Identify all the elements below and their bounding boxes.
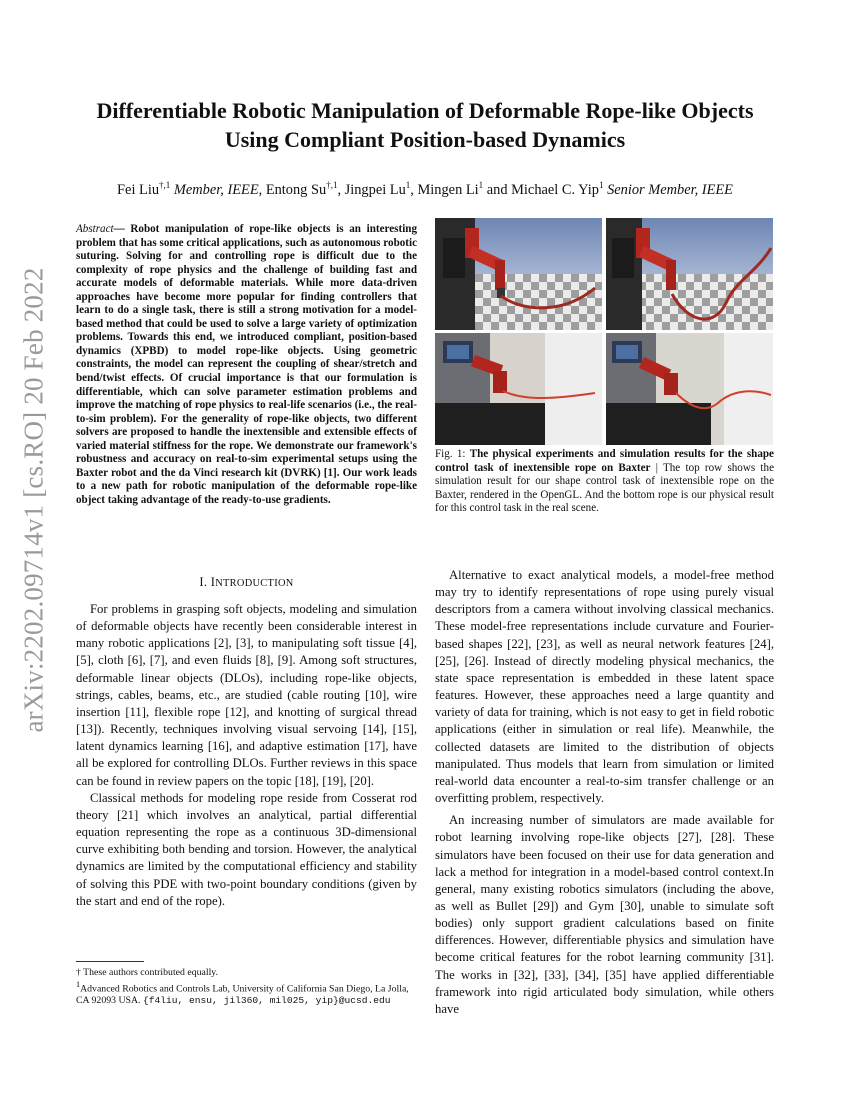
author-affil: 1: [478, 180, 484, 190]
author-role: Senior Member, IEEE: [607, 181, 733, 198]
title-line-1: Differentiable Robotic Manipulation of Deformable Rope-like Objects: [96, 98, 754, 123]
author-affil: 1: [598, 180, 604, 190]
simulation-render-image: [435, 218, 602, 330]
body-paragraph: Alternative to exact analytical models, a model-free method may try to identify representations of rope using purely visual descriptors from a camera without involving classical mechanics. These model-free representations include curvature and Fourier-based shapes [22], [23], as well as neural network features [24], [25], [26]. Instead of directly modeling physical mechanics, the state space representation is embedded in these latent space features. However, these approaches need a large quantity and variety of data for training, which is not easy to get in field robotic applications (either in simulation or real life). Meanwhile, the collected datasets are limited to the distribution of objects manipulated. Thus models that learn from simulation or limited real-world data encounter a real-to-sim transfer challenge or an overfitting problem, respectively.: [435, 568, 774, 806]
caption-separator: |: [655, 461, 658, 474]
simulation-render-image: [606, 218, 773, 330]
body-paragraph: For problems in grasping soft objects, modeling and simulation of deformable objects have recently been considerable interest in many robotic applications [2], [3], to manipulating soft tissue [4], [5], cloth [6], [7], and even fluids [8], [9]. Among soft structures, deformable linear objects (DLOs), including rope-like objects, strings, cables, beams, etc., are studied (cable routing [10], wire insertion [11], flexible rope [12], and knotting of surgical thread [13]). Recently, techniques involving visual servoing [14], [15], latent dynamics learning [16], and adaptive estimation [17], have all be explored for controlling DLOs. Further reviews in this space can be found in review papers on the topic [18], [19], [20].: [76, 602, 417, 788]
section-title-rest: NTRODUCTION: [215, 578, 294, 589]
author-affil: 1: [405, 180, 411, 190]
figure-label: Fig. 1:: [435, 448, 466, 460]
footnote-affiliation: [76, 979, 417, 1007]
author-name: Jingpei Lu: [344, 181, 406, 198]
right-column-body: [435, 567, 774, 1018]
title-line-2: Using Compliant Position-based Dynamics: [224, 127, 626, 152]
abstract-label: Abstract: [76, 223, 114, 235]
footnote-equal-contribution: † These authors contributed equally.: [76, 967, 219, 978]
section-heading: [76, 575, 417, 590]
figure-panel-sim-2: [606, 218, 773, 330]
figure-1: [435, 218, 774, 445]
figure-panel-real-1: [435, 333, 602, 445]
figure-panel-sim-1: [435, 218, 602, 330]
footnote-emails: {f4liu, ensu, jil360, mil025, yip}@ucsd.edu: [142, 995, 391, 1007]
arxiv-stamp-text: arXiv:2202.09714v1 [cs.RO] 20 Feb 2022: [18, 267, 49, 733]
figure-caption: [435, 448, 774, 516]
figure-caption-bold: The physical experiments and simulation results for the shape control task of inextensible rope on Baxter: [435, 448, 774, 474]
abstract: Abstract— Robot manipulation of rope-like objects is an interesting problem that has some critical applications, such as autonomous robotic suturing. Solving for and controlling rope is difficult due to the complexity of rope physics and the challenge of building fast and accurate models of deformable materials. While more data-driven approaches have become more popular for finding controllers that learn to do a single task, there is still a strong motivation for a model-based method that could be used to solve a large variety of optimization problems. Towards this end, we introduced compliant, position-based dynamics (XPBD) to model rope-like objects. Using geometric constraints, the model can represent the coupling of shear/stretch and bend/twist effects. Of crucial importance is that our formulation is differentiable, which can solve parameter estimation problems and improve the matching of rope physics to real-life scenarios (i.e., the real-to-sim problem). For the generality of rope-like objects, two different solvers are proposed to handle the inextensible and extensible effects of varied material stiffness for the rope. We demonstrate our framework's robustness and accuracy on real-to-sim experimental setups using the Baxter robot and the da Vinci research kit (DVRK) [1]. Our work leads to a new path for robotic manipulation of the deformable rope-like object taking advantage of the ready-to-use gradients.: [76, 223, 417, 506]
paper-title: [60, 96, 790, 154]
author-list: Fei Liu$^{\dagger,1}$ Member, IEEE, Entong $Su^{\dagger,1}$, Jingpei Lu$^1$, Mingen Li$^1$ and Michael C. Yip$^1$ Senior Member, IEEE: [117, 180, 733, 198]
author-role: Member, IEEE: [173, 181, 259, 198]
author-name: Entong Su: [265, 181, 327, 198]
author-name: Mingen Li: [417, 181, 479, 198]
body-paragraph: Classical methods for modeling rope reside from Cosserat rod theory [21] which involves an analytical, partial differential equation representing the rope as a continuous 3D-dimensional curve exhibiting both bending and torsion. However, the analytical dynamics are limited by the computational efficiency and stability of solving this PDE with two-point boundary conditions (given by the start and end of the rope).: [76, 790, 417, 908]
abstract-text: Robot manipulation of rope-like objects is an interesting problem that has some critical applications, such as autonomous robotic suturing. Solving for and controlling rope is difficult due to the complexity of rope physics and the challenge of building fast and accurate models of deformable materials. While more data-driven approaches have become more popular for finding controllers that learn to do a single task, there is still a strong motivation for a model-based method that could be used to solve a large variety of optimization problems. Towards this end, we introduced compliant, position-based dynamics (XPBD) to model rope-like objects. Using geometric constraints, the model can represent the coupling of shear/stretch and bend/twist effects. Of crucial importance is that our formulation is differentiable, which can solve parameter estimation problems and improve the matching of rope physics to real-life scenarios (i.e., the real-to-sim problem). For the generality of rope-like objects, two different solvers are proposed to handle the inextensible and extensible effects of varied material stiffness for the rope. We demonstrate our framework's robustness and accuracy on real-to-sim experimental setups using the Baxter robot and the da Vinci research kit (DVRK) [1]. Our work leads to a new path for robotic manipulation of the deformable rope-like object taking advantage of the ready-to-use gradients.: [76, 223, 417, 506]
author-name: Fei Liu: [117, 181, 160, 198]
section-title-initial: I: [210, 575, 216, 589]
arxiv-margin-stamp: [14, 267, 54, 733]
footnote-mark: 1: [76, 980, 81, 989]
footnote-divider: [76, 961, 144, 962]
section-number: I.: [199, 575, 208, 589]
footnotes: [76, 967, 417, 1007]
figure-caption-text: The top row shows the simulation result for our shape control task of inextensible rope on the Baxter, rendered in the OpenGL. And the bottom rope is our physical result for this control task in the real scene.: [435, 461, 774, 514]
left-column-body: [76, 601, 417, 910]
figure-panel-real-2: [606, 333, 773, 445]
physical-experiment-photo: [435, 333, 602, 445]
author-affil: †,1: [159, 180, 171, 190]
footnote-affiliation-text: Advanced Robotics and Controls Lab, University of California San Diego, La Jolla, CA 92093 USA.: [76, 983, 409, 1007]
author-affil: †,1: [326, 180, 338, 190]
author-name: Michael C. Yip: [511, 181, 599, 198]
body-paragraph: An increasing number of simulators are made available for robot learning involving rope-like objects [27], [28]. These simulators have been focused on their use for data generation and lack a method for integration in a model-based control context.In general, many existing robotics simulators (including the above, as well as Bullet [29]) and Gym [30], unable to simulate soft bodies) only support gradient calculations based on finite differences. However, differentiable physics and simulation have become critical features for the robot learning community [31]. The works in [32], [33], [34], [35] have applied differentiable framework into rigid articulated body simulation, while others have: [435, 813, 774, 1016]
physical-experiment-photo: [606, 333, 773, 445]
